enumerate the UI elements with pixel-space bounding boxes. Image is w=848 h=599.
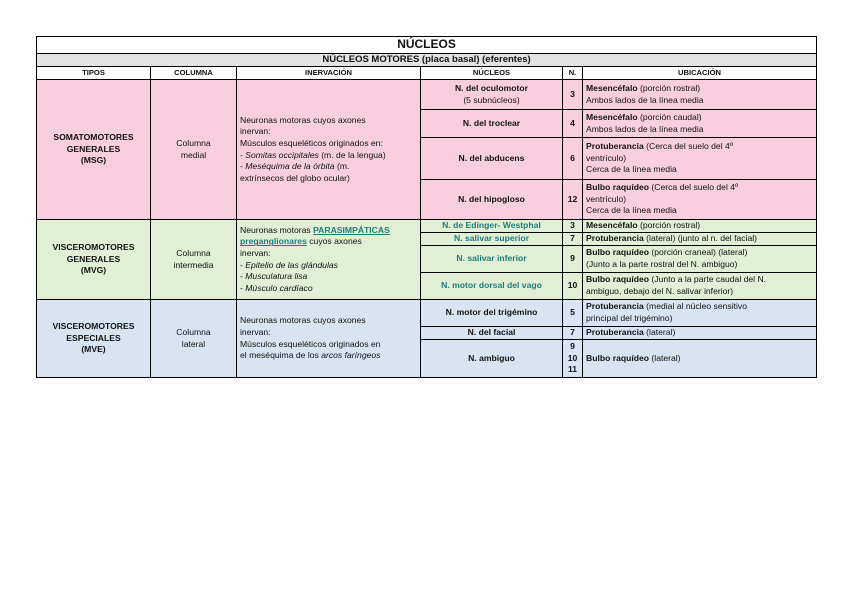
nucleo-cell: N. motor dorsal del vago (421, 273, 563, 300)
ubicacion-cell: Protuberancia (lateral) (583, 327, 817, 340)
ubicacion-cell: Bulbo raquídeo (porción craneal) (lateral) (Junto a la parte rostral del N. ambiguo) (583, 246, 817, 273)
header-nucleos: NÚCLEOS (421, 67, 563, 80)
table-row (37, 80, 817, 110)
nucleo-cell: N. salivar inferior (421, 246, 563, 273)
tipo-mve: VISCEROMOTORES ESPECIALES (MVE) (37, 300, 151, 378)
tipo-mvg: VISCEROMOTORES GENERALES (MVG) (37, 220, 151, 300)
header-n: N. (563, 67, 583, 80)
n-cell: 7 (563, 327, 583, 340)
nucleo-cell: N. motor del trigémino (421, 300, 563, 327)
n-cell: 3 (563, 80, 583, 110)
nucleo-cell: N. del hipogloso (421, 180, 563, 220)
inervacion-mvg: Neuronas motoras PARASIMPÁTICAS preganglionares cuyos axones inervan: - Epitelio de las glándulas - Musculatura lisa - Músculo cardíaco (237, 220, 421, 300)
ubicacion-cell: Protuberancia (medial al núcleo sensitivo principal del trigémino) (583, 300, 817, 327)
n-cell: 9 (563, 246, 583, 273)
n-cell: 6 (563, 138, 583, 180)
n-cell: 10 (563, 273, 583, 300)
n-cell: 5 (563, 300, 583, 327)
ubicacion-cell: Bulbo raquídeo (lateral) (583, 340, 817, 378)
columna-mvg: Columna intermedia (151, 220, 237, 300)
nucleo-cell: N. del oculomotor (5 subnúcleos) (421, 80, 563, 110)
nucleo-cell: N. salivar superior (421, 233, 563, 246)
n-cell: 9 10 11 (563, 340, 583, 378)
nucleos-table (36, 36, 817, 378)
nucleo-cell: N. del abducens (421, 138, 563, 180)
n-cell: 12 (563, 180, 583, 220)
header-inervacion: INERVACIÓN (237, 67, 421, 80)
nucleo-cell: N. ambiguo (421, 340, 563, 378)
n-cell: 4 (563, 110, 583, 138)
preganglionares-link[interactable]: preganglionares (240, 236, 307, 247)
nucleo-cell: N. de Edinger- Westphal (421, 220, 563, 233)
header-row (37, 67, 817, 80)
ubicacion-cell: Protuberancia (Cerca del suelo del 4º ventrículo) Cerca de la línea media (583, 138, 817, 180)
ubicacion-cell: Mesencéfalo (porción rostral) (583, 220, 817, 233)
n-cell: 7 (563, 233, 583, 246)
header-tipos: TIPOS (37, 67, 151, 80)
table-row (37, 220, 817, 233)
parasimpaticas-link[interactable]: PARASIMPÁTICAS (313, 224, 390, 235)
nucleo-cell: N. del troclear (421, 110, 563, 138)
nucleo-cell: N. del facial (421, 327, 563, 340)
columna-mve: Columna lateral (151, 300, 237, 378)
ubicacion-cell: Mesencéfalo (porción rostral) Ambos lados de la línea media (583, 80, 817, 110)
ubicacion-cell: Protuberancia (lateral) (junto al n. del facial) (583, 233, 817, 246)
table-subtitle: NÚCLEOS MOTORES (placa basal) (eferentes) (37, 54, 817, 67)
inervacion-msg: Neuronas motoras cuyos axones inervan: Músculos esqueléticos originados en: - Somitas occipitales (m. de la lengua) - Meséquima de la órbita (m. extrínsecos del globo ocular) (237, 80, 421, 220)
header-columna: COLUMNA (151, 67, 237, 80)
header-ubicacion: UBICACIÓN (583, 67, 817, 80)
table-row (37, 300, 817, 327)
columna-msg: Columna medial (151, 80, 237, 220)
tipo-msg: SOMATOMOTORES GENERALES (MSG) (37, 80, 151, 220)
inervacion-mve: Neuronas motoras cuyos axones inervan: Músculos esqueléticos originados en el meséquima de los arcos faríngeos (237, 300, 421, 378)
table-title: NÚCLEOS (37, 37, 817, 54)
ubicacion-cell: Mesencéfalo (porción caudal) Ambos lados de la línea media (583, 110, 817, 138)
ubicacion-cell: Bulbo raquídeo (Junto a la parte caudal del N. ambiguo, debajo del N. salivar inferior) (583, 273, 817, 300)
n-cell: 3 (563, 220, 583, 233)
ubicacion-cell: Bulbo raquídeo (Cerca del suelo del 4º ventrículo) Cerca de la línea media (583, 180, 817, 220)
